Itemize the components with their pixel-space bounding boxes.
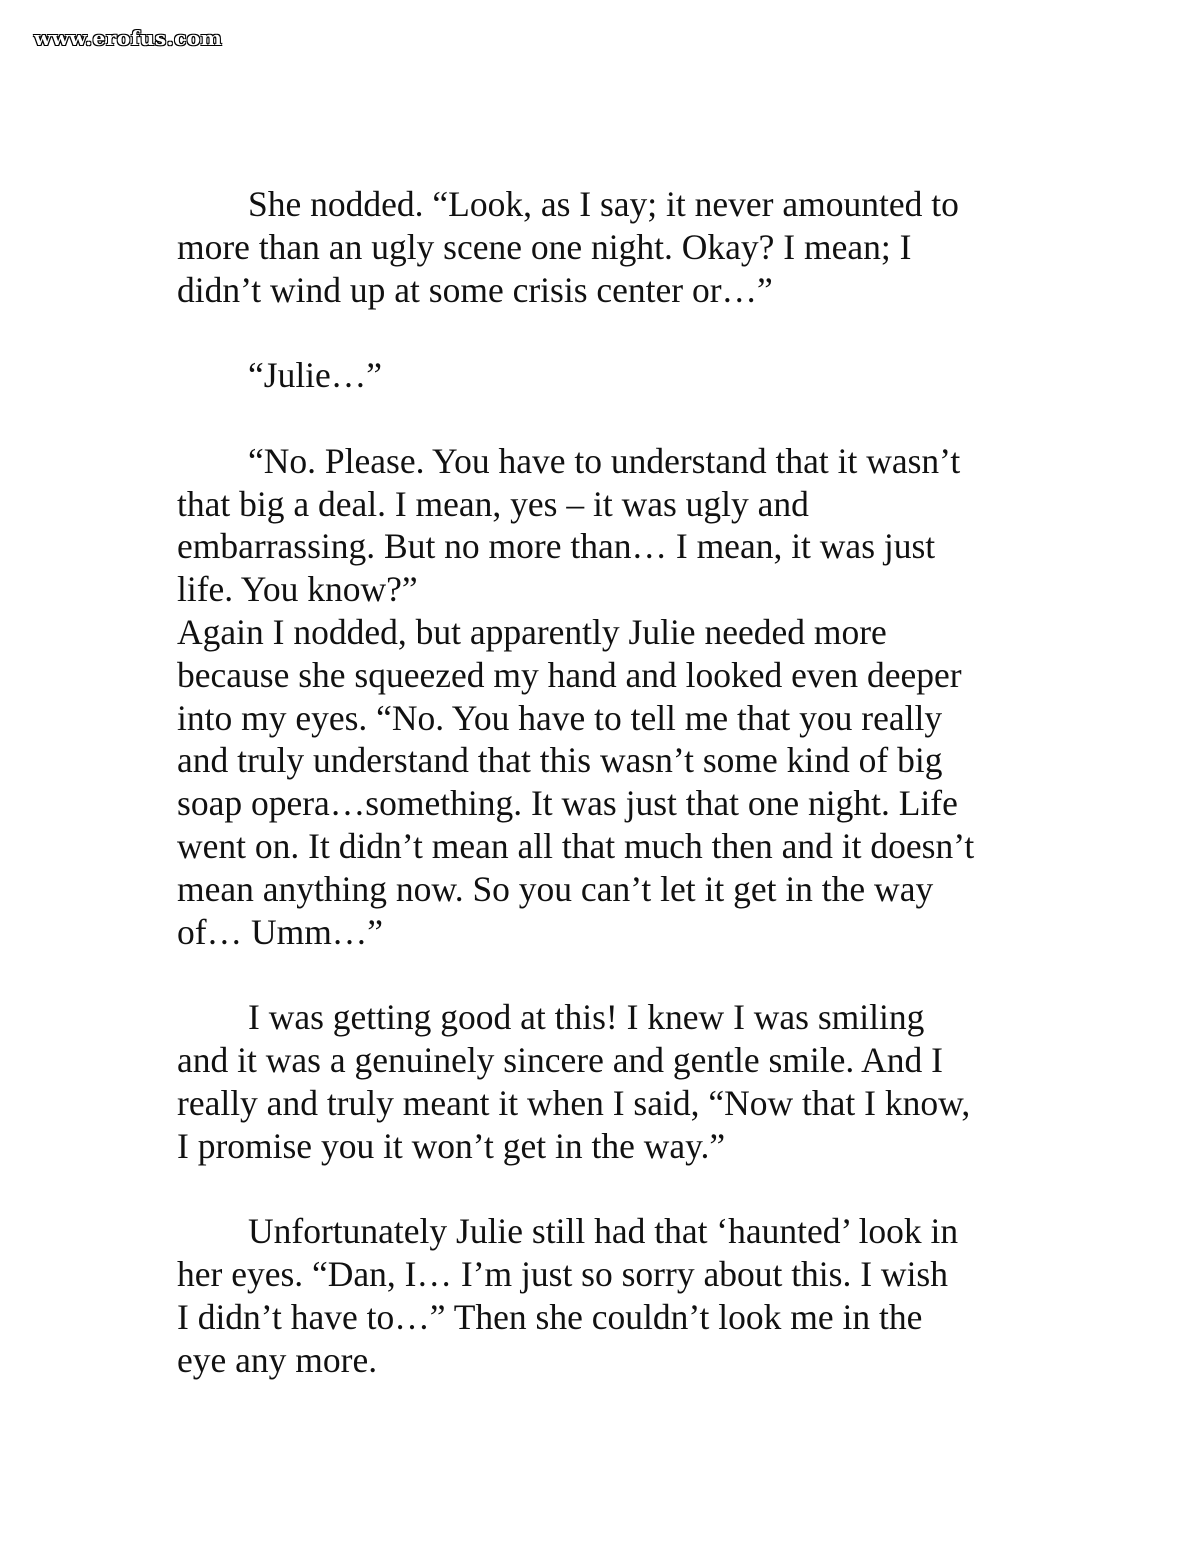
paragraph: “Julie…” (248, 355, 383, 396)
paragraph: I was getting good at this! I knew I was smiling and it was a genuinely sincere and gentle smile. And I really and truly meant it when I said, “Now that I know, I promise you it won’t get in the way.” (177, 997, 971, 1166)
site-watermark: www.erofus.com (34, 26, 223, 50)
story-text (177, 183, 1037, 1381)
paragraph: “No. Please. You have to understand that it wasn’t that big a deal. I mean, yes – it was ugly and embarrassing. But no more than… I mean, it was just life. You know?” (177, 440, 961, 610)
paragraph: Unfortunately Julie still had that ‘haunted’ look in her eyes. “Dan, I… I’m just so sorry about this. I wish I didn’t have to…” Then she couldn’t look me in the eye any more. (177, 1211, 959, 1380)
paragraph: She nodded. “Look, as I say; it never amounted to more than an ugly scene one night. Okay? I mean; I didn’t wind up at some crisis center or…” (177, 184, 959, 310)
paragraph: Again I nodded, but apparently Julie needed more because she squeezed my hand and looked even deeper into my eyes. “No. You have to tell me that you really and truly understand that this wasn’t some kind of big soap opera…something. It was just that one night. Life went on. It didn’t mean all that much then and it doesn’t mean anything now. So you can’t let it get in the way of… Umm…” (177, 611, 975, 952)
